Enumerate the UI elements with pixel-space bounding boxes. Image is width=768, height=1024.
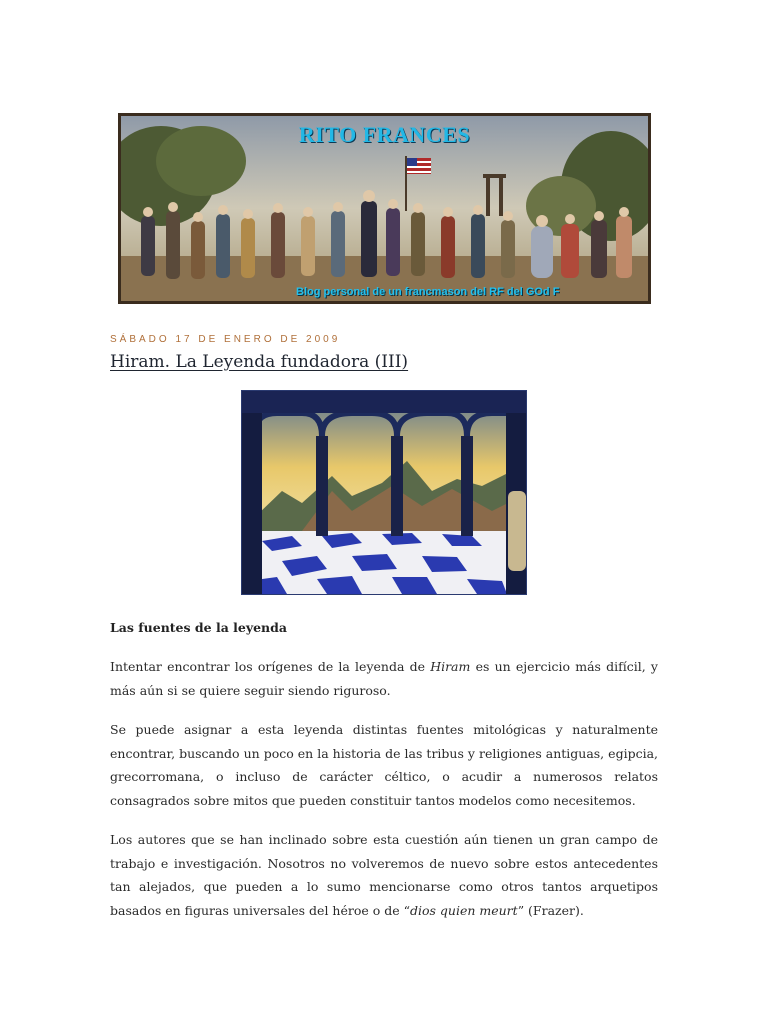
post-date: SÁBADO 17 DE ENERO DE 2009	[110, 334, 341, 345]
paragraph-1-emphasis: Hiram	[430, 659, 471, 674]
post-title-link[interactable]: Hiram. La Leyenda fundadora (III)	[110, 352, 409, 372]
banner-subtitle: Blog personal de un francmason del RF del GOd F	[296, 286, 560, 298]
paragraph-3-after: ” (Frazer).	[517, 902, 584, 918]
post-image[interactable]	[241, 390, 527, 595]
banner-title: RITO FRANCES	[298, 122, 471, 147]
paragraph-1-after: es un ejercicio más difícil, y más aún si se quiere seguir siendo riguroso.	[110, 659, 658, 698]
paragraph-1-before: Intentar encontrar los orígenes de la leyenda de	[110, 659, 431, 674]
post-body	[110, 618, 658, 938]
arcade-illustration	[242, 391, 526, 594]
header-banner[interactable]	[118, 113, 651, 304]
paragraph-3	[110, 828, 658, 922]
paragraph-2: Se puede asignar a esta leyenda distintas fuentes mitológicas y naturalmente encontrar, buscando un poco en la historia de las tribus y religiones antiguas, egipcia, grecorromana, o incluso de carácter céltico, o acudir a numerosos relatos consagrados sobre mitos que pueden constituir tantos modelos como necesitemos.	[110, 722, 658, 808]
paragraph-3-emphasis: dios quien meurt	[410, 902, 518, 918]
paragraph-1	[110, 655, 658, 702]
paragraph-3-before: Los autores que se han inclinado sobre esta cuestión aún tienen un gran campo de trabajo e investigación. Nosotros no volveremos de nuevo sobre estos antecedentes tan alejados, que pueden a lo sumo mencionarse como otros tantos arquetipos basados en figuras universales del héroe o de “	[110, 832, 658, 918]
section-heading: Las fuentes de la leyenda	[110, 620, 287, 635]
